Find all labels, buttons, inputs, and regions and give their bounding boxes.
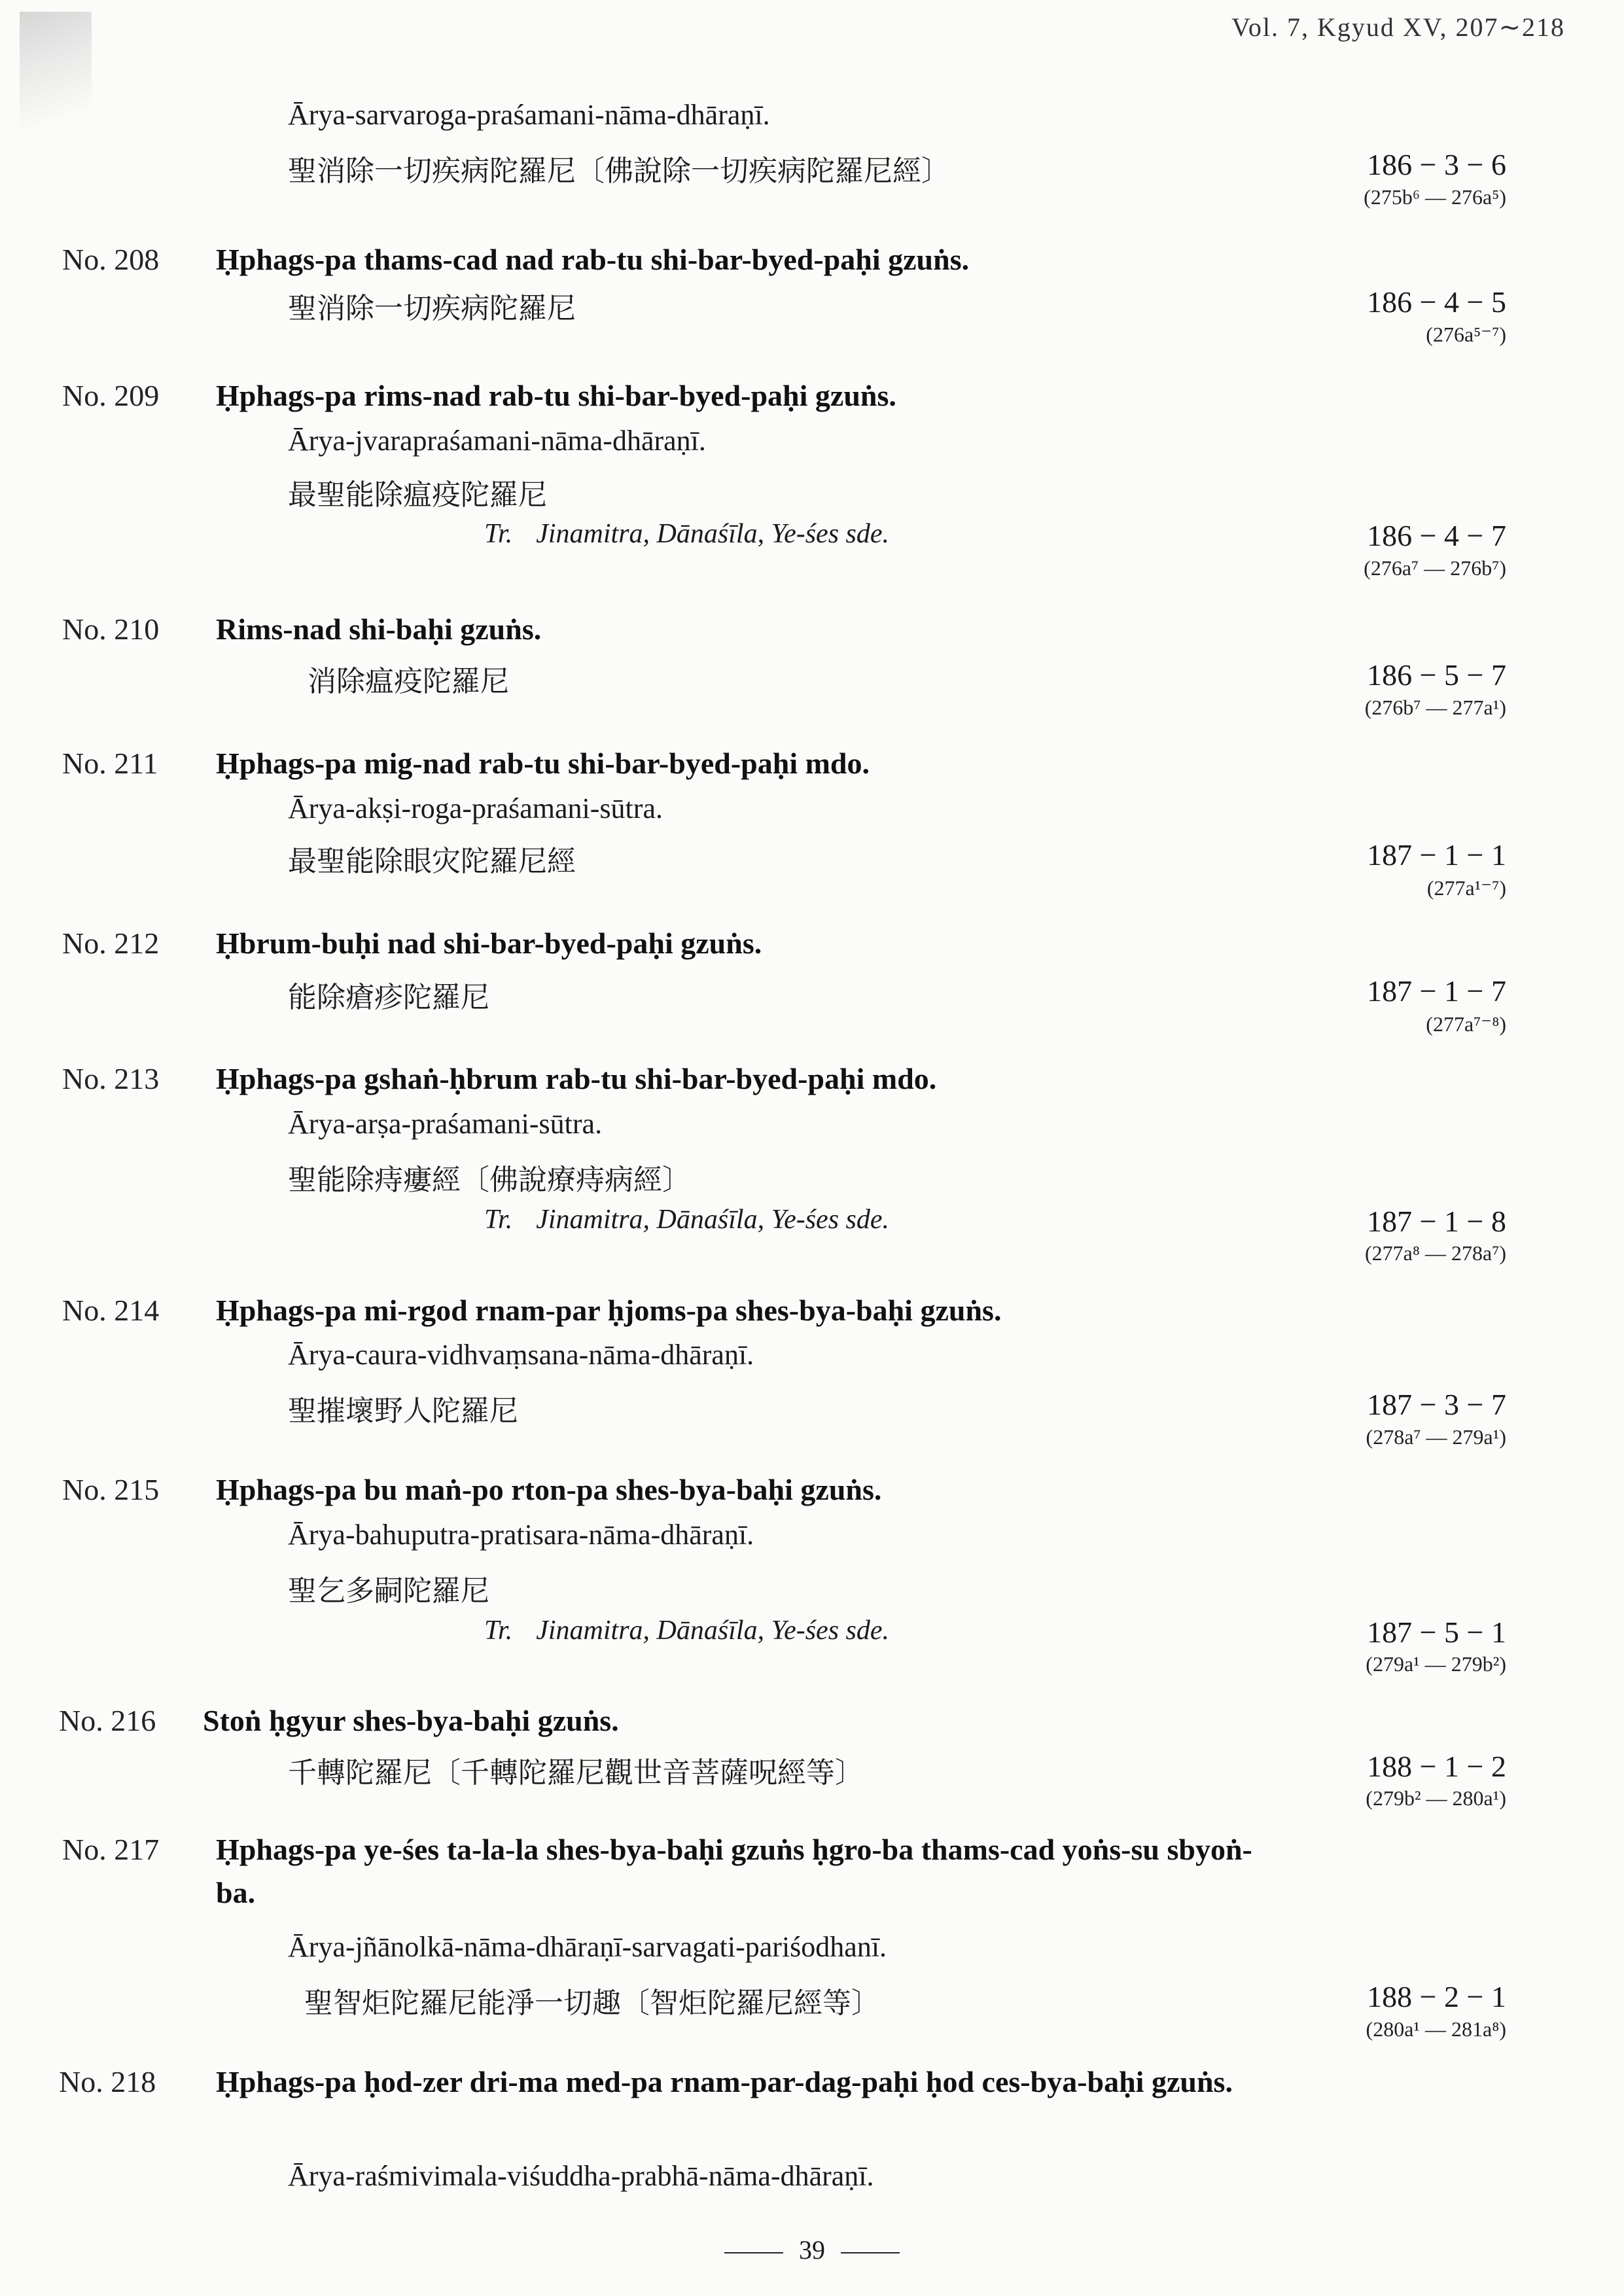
sanskrit-title: Ārya-bahuputra-pratisara-nāma-dhāraṇī. [288,1519,754,1551]
chinese-title: 聖消除一切疾病陀羅尼〔佛說除一切疾病陀羅尼經〕 [288,154,950,188]
catalog-ref: 187 − 3 − 7 [1367,1388,1506,1421]
tibetan-title: Ḥbrum-buḥi nad shi-bar-byed-paḥi gzuṅs. [216,927,762,960]
chinese-title: 最聖能除眼灾陀羅尼經 [288,845,576,878]
tibetan-title: Ḥphags-pa gshaṅ-ḥbrum rab-tu shi-bar-byed-paḥi mdo. [216,1062,937,1095]
scan-artifact [20,12,92,143]
catalog-ref: 188 − 2 − 1 [1367,1980,1506,2013]
folio-range: (276a⁵⁻⁷) [1426,323,1506,346]
page-number-value: 39 [799,2235,825,2265]
chinese-title: 聖能除痔瘻經〔佛說療痔病經〕 [288,1163,691,1197]
entry-number: No. 216 [59,1704,156,1737]
folio-range: (276b⁷ — 277a¹) [1364,696,1506,719]
chinese-title: 聖乞多嗣陀羅尼 [288,1574,489,1608]
catalog-ref: 186 − 4 − 7 [1367,519,1506,552]
folio-range: (279b² — 280a¹) [1366,1786,1506,1810]
translator-names: Jinamitra, Dānaśīla, Ye-śes sde. [536,1616,890,1646]
sanskrit-title: Ārya-sarvaroga-praśamani-nāma-dhāraṇī. [288,99,770,131]
tibetan-title: Ḥphags-pa bu maṅ-po rton-pa shes-bya-baḥi gzuṅs. [216,1473,882,1506]
running-head: Vol. 7, Kgyud XV, 207∼218 [1231,12,1565,42]
folio-range: (275b⁶ — 276a⁵) [1364,185,1506,209]
folio-range: (277a¹⁻⁷) [1426,876,1506,900]
entry-number: No. 208 [62,243,160,276]
catalog-ref: 187 − 5 − 1 [1367,1616,1506,1649]
entry-number: No. 209 [62,379,160,412]
folio-range: (279a¹ — 279b²) [1366,1652,1506,1676]
sanskrit-title: Ārya-jñānolkā-nāma-dhāraṇī-sarvagati-pariśodhanī. [288,1931,887,1963]
entry-number: No. 210 [62,612,160,646]
entry-number: No. 211 [62,747,158,780]
sanskrit-title: Ārya-arṣa-praśamani-sūtra. [288,1108,603,1140]
tibetan-title: Ḥphags-pa ye-śes ta-la-la shes-bya-baḥi gzuṅs ḥgro-ba thams-cad yoṅs-su sbyoṅ-ba. [216,1833,1252,1909]
folio-range: (277a⁷⁻⁸) [1426,1012,1506,1036]
catalog-ref: 186 − 4 − 5 [1367,285,1506,319]
catalog-ref: 186 − 5 − 7 [1367,658,1506,692]
catalog-ref: 188 − 1 − 2 [1367,1750,1506,1783]
sanskrit-title: Ārya-jvarapraśamani-nāma-dhāraṇī. [288,425,706,457]
page-number-dash-right [841,2252,900,2253]
entry-number: No. 212 [62,927,160,960]
chinese-title: 消除瘟疫陀羅尼 [308,665,509,698]
entry-number: No. 213 [62,1062,160,1095]
page-number [0,2234,1624,2265]
translator-label: Tr. [484,519,513,549]
tibetan-title: Rims-nad shi-baḥi gzuṅs. [216,612,542,646]
translator-label: Tr. [484,1205,513,1235]
catalog-ref: 186 − 3 − 6 [1367,148,1506,181]
catalog-ref: 187 − 1 − 8 [1367,1205,1506,1238]
chinese-title: 聖智炬陀羅尼能淨一切趣〔智炬陀羅尼經等〕 [304,1987,880,2020]
tibetan-title: Stoṅ ḥgyur shes-bya-baḥi gzuṅs. [203,1704,619,1737]
catalog-ref: 187 − 1 − 7 [1367,974,1506,1008]
sanskrit-title: Ārya-caura-vidhvaṃsana-nāma-dhāraṇī. [288,1339,754,1371]
page-number-dash-left [724,2252,783,2253]
translator-names: Jinamitra, Dānaśīla, Ye-śes sde. [536,519,890,549]
chinese-title: 千轉陀羅尼〔千轉陀羅尼觀世音菩薩呪經等〕 [288,1756,864,1790]
translators [484,1615,889,1646]
folio-range: (280a¹ — 281a⁸) [1366,2017,1506,2041]
catalog-ref: 187 − 1 − 1 [1367,838,1506,872]
chinese-title: 聖摧壞野人陀羅尼 [288,1394,518,1428]
tibetan-title: Ḥphags-pa thams-cad nad rab-tu shi-bar-byed-paḥi gzuṅs. [216,243,970,276]
tibetan-title: Ḥphags-pa mig-nad rab-tu shi-bar-byed-paḥi mdo. [216,747,870,780]
sanskrit-title: Ārya-raśmivimala-viśuddha-prabhā-nāma-dhāraṇī. [288,2160,874,2192]
translators [484,1204,889,1235]
chinese-title: 聖消除一切疾病陀羅尼 [288,292,576,325]
entry-number: No. 218 [59,2065,156,2098]
translators [484,518,889,550]
entry-number: No. 214 [62,1294,160,1327]
chinese-title: 最聖能除瘟疫陀羅尼 [288,478,547,512]
folio-range: (278a⁷ — 279a¹) [1366,1425,1506,1449]
entry-number: No. 217 [62,1833,160,1866]
folio-range: (276a⁷ — 276b⁷) [1364,556,1506,580]
translator-names: Jinamitra, Dānaśīla, Ye-śes sde. [536,1205,890,1235]
entry-number: No. 215 [62,1473,160,1506]
tibetan-title: Ḥphags-pa ḥod-zer dri-ma med-pa rnam-par-dag-paḥi ḥod ces-bya-baḥi gzuṅs. [216,2065,1233,2098]
tibetan-title: Ḥphags-pa mi-rgod rnam-par ḥjoms-pa shes-bya-baḥi gzuṅs. [216,1294,1002,1327]
folio-range: (277a⁸ — 278a⁷) [1364,1241,1506,1265]
sanskrit-title: Ārya-akṣi-roga-praśamani-sūtra. [288,792,663,824]
tibetan-title: Ḥphags-pa rims-nad rab-tu shi-bar-byed-paḥi gzuṅs. [216,379,896,412]
chinese-title: 能除瘡疹陀羅尼 [288,981,489,1014]
translator-label: Tr. [484,1616,513,1646]
